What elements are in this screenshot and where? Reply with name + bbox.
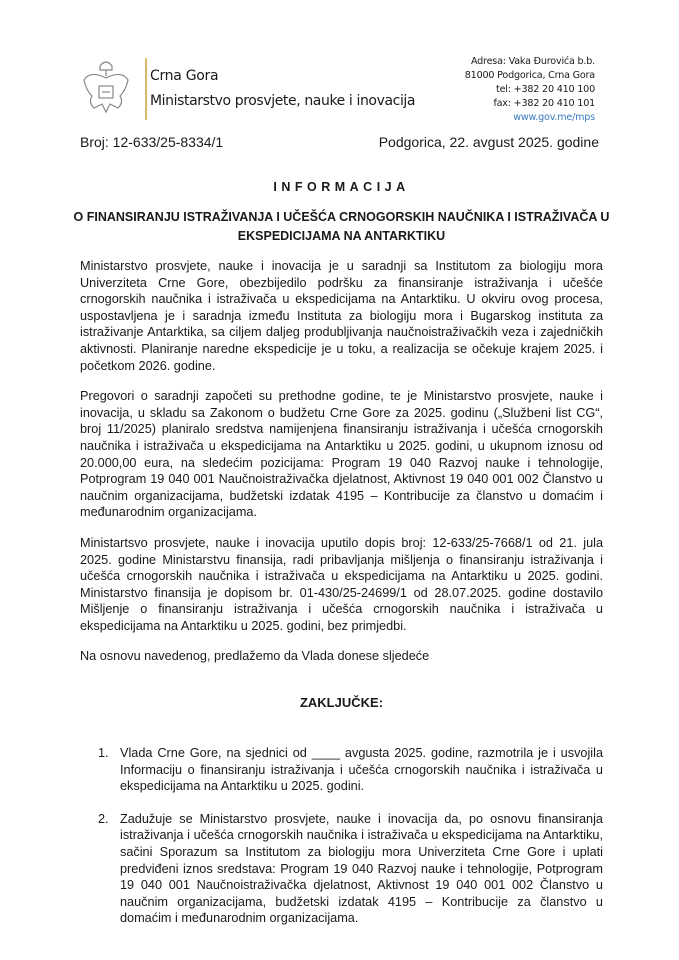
header-divider	[145, 58, 147, 120]
item-text: Vlada Crne Gore, na sjednici od ____ avgusta 2025. godine, razmotrila je i usvojila Informaciju o finansiranju istraživanja i učešća crnogorskih naučnika i istraživača u ekspedicijama na Antarktiku u 2025. godini.	[120, 746, 603, 794]
address-line: 81000 Podgorica, Crna Gora	[464, 70, 595, 81]
paragraph: Ministartsvo prosvjete, nauke i inovacija uputilo dopis broj: 12-633/25-7668/1 od 21. jula 2025. godine Ministarstvu finansija, radi pribavljanja mišljenja o finansiranju istraživanja i učešća crnogorskih naučnika i istraživača u ekspedicijama na Antarktiku u 2025. godini. Ministarstvo finansija je dopisom br. 01-430/25-24699/1 od 28.07.2025. godine dostavilo Mišljenje o finansiranju istraživanja i učešća crnogorskih naučnika i istraživača u ekspedicijama na Antarktiku u 2025. godini, bez primjedbi.	[80, 535, 603, 633]
item-text: Zadužuje se Ministarstvo prosvjete, nauke i inovacija da, po osnovu finansiranja istraživanja i učešća crnogorskih naučnika i istraživača u ekspedicijama na Antarktiku, sačini Sporazum sa Institutom za biologiju mora Univerziteta Crne Gore i uplati predviđeni iznos sredstava: Program 19 040 Razvoj nauke i tehnologije, Potprogram 19 040 001 Naučnoistraživačka djelatnost, Aktivnost 19 040 001 002 Članstvo u naučnim organizacijama, budžetski izdatak 4195 – Kontribucije za članstvo u domaćim i međunarodnim organizacijama.	[120, 811, 603, 926]
item-number: 2.	[98, 811, 109, 826]
paragraph: Na osnovu navedenog, predlažemo da Vlada donese sljedeće	[80, 649, 430, 664]
contact-block	[465, 55, 595, 125]
document-body	[73, 179, 610, 927]
reference-number: Broj: 12-633/25-8334/1	[80, 134, 224, 150]
ministry-name: Ministarstvo prosvjete, nauke i inovacija	[150, 93, 416, 109]
conclusions-heading: ZAKLJUČKE:	[299, 695, 384, 711]
conclusion-item	[98, 745, 603, 795]
coat-of-arms-logo	[80, 56, 132, 118]
conclusion-item	[98, 811, 603, 927]
country-name: Crna Gora	[150, 68, 219, 84]
item-number: 1.	[98, 746, 109, 761]
fax: fax: +382 20 410 101	[493, 98, 595, 109]
address-line: Adresa: Vaka Đurovića b.b.	[470, 56, 595, 67]
website-link[interactable]: www.gov.me/mps	[513, 112, 595, 123]
phone: tel: +382 20 410 100	[496, 84, 595, 95]
paragraph: Pregovori o saradnji započeti su prethodne godine, te je Ministarstvo prosvjete, nauke i inovacija, u skladu sa Zakonom o budžetu Crne Gore za 2025. godinu („Službeni list CG“, broj 11/2025) planiralo sredstva namijenjena finansiranju istraživanja i učešća crnogorskih naučnika i istraživača u ekspedicijama na Antarktiku u 2025. godini, u ukupnom iznosu od 20.000,00 eura, na sledećim pozicijama: Program 19 040 Razvoj nauke i tehnologije, Potprogram 19 040 001 Naučnoistraživačka djelatnost, Aktivnost 19 040 001 002 Članstvo u naučnim organizacijama, budžetski izdatak 4195 – Kontribucije za članstvo u domaćim i međunarodnim organizacijama.	[80, 389, 603, 520]
document-date: Podgorica, 22. avgust 2025. godine	[378, 134, 599, 150]
document-heading: INFORMACIJA	[273, 180, 410, 194]
paragraph: Ministarstvo prosvjete, nauke i inovacija je u saradnji sa Institutom za biologiju mora Univerziteta Crne Gore, obezbijedilo podršku za finansiranje istraživanja i učešće crnogorskih naučnika i istraživača u ekspedicijama na Antarktiku. U okviru ovog procesa, uspostavljena je i saradnja između Instituta za biologiju mora i Bugarskog instituta za istraživanje Antarktika, sa ciljem daljeg produbljivanja naučnoistraživačkih veza i zajedničkih aktivnosti. Planiranje naredne ekspedicije je u toku, a realizacija se očekuje krajem 2025. i početkom 2026. godine.	[80, 259, 603, 373]
document-title: O FINANSIRANJU ISTRAŽIVANJA I UČEŠĆA CRNOGORSKIH NAUČNIKA I ISTRAŽIVAČA U EKSPEDICIJAMA NA ANTARKTIKU	[73, 210, 610, 243]
